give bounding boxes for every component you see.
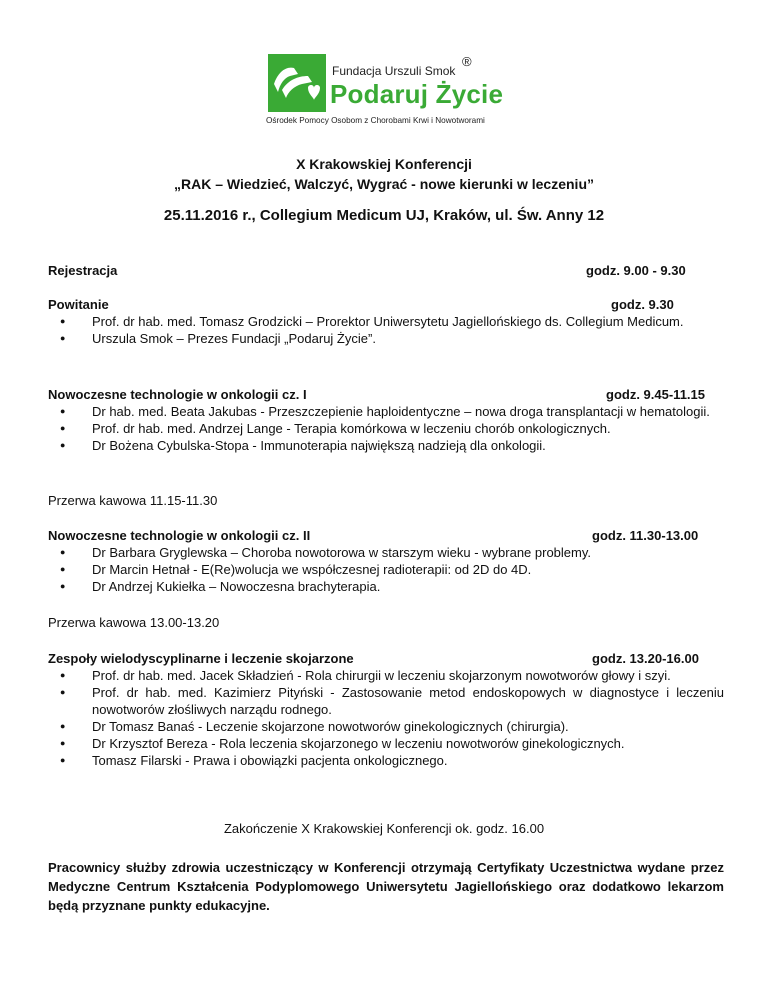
session3-label: Zespoły wielodyscyplinarne i leczenie skojarzone [48,651,354,666]
welcome-list [48,313,724,347]
logo-foundation-name: Fundacja Urszuli Smok [332,64,456,78]
logo-brand-name: Podaruj Życie [330,79,504,109]
welcome-row [48,296,718,313]
list-item: ● Dr hab. med. Beata Jakubas - Przeszczepienie haploidentyczne – nowa droga transplantacji w hematologii. [48,403,724,420]
session2-label: Nowoczesne technologie w onkologii cz. II [48,528,311,543]
list-item: ● Prof. dr hab. med. Andrzej Lange - Terapia komórkowa w leczeniu chorób onkologicznych. [48,420,724,437]
list-item: ● Tomasz Filarski - Prawa i obowiązki pacjenta onkologicznego. [48,752,724,769]
session2-list [48,544,724,595]
registration-row [48,262,718,279]
logo-subtitle: Ośrodek Pomocy Osobom z Chorobami Krwi i Nowotworami [266,116,485,125]
break1-text: Przerwa kawowa 11.15-11.30 [48,493,218,508]
closing-note: Zakończenie X Krakowskiej Konferencji ok. godz. 16.00 [223,821,545,836]
list-item: ● Dr Tomasz Banaś - Leczenie skojarzone nowotworów ginekologicznych (chirurgia). [48,718,724,735]
list-item: ● Dr Marcin Hetnał - E(Re)wolucja we współczesnej radioterapii: od 2D do 4D. [48,561,724,578]
list-item: ● Prof. dr hab. med. Tomasz Grodzicki – Prorektor Uniwersytetu Jagiellońskiego ds. Collegium Medicum. [48,313,724,330]
conference-theme: „RAK – Wiedzieć, Walczyć, Wygrać - nowe kierunki w leczeniu” [174,176,594,192]
list-item: ● Urszula Smok – Prezes Fundacji „Podaruj Życie”. [48,330,724,347]
session3-list [48,667,724,769]
welcome-label: Powitanie [48,297,109,312]
session1-time: godz. 9.45-11.15 [606,387,705,402]
session1-list [48,403,724,454]
session2-time: godz. 11.30-13.00 [592,528,699,543]
session2-row [48,527,718,544]
hands-heart-icon-graphic [268,54,326,112]
registered-mark: ® [462,54,472,69]
list-item: ● Prof. dr hab. med. Jacek Składzień - Rola chirurgii w leczeniu skojarzonym nowotworów głowy i szyi. [48,667,724,684]
certificate-note: Pracownicy służby zdrowia uczestniczący w Konferencji otrzymają Certyfikaty Uczestnictwa wydane przez Medyczne Centrum Kształcenia Podyplomowego Uniwersytetu Jagiellońskiego oraz dodatkowo lekarzom będą przyznane punkty edukacyjne. [48,860,724,913]
registration-label: Rejestracja [48,263,118,278]
list-item: ● Dr Bożena Cybulska-Stopa - Immunoterapia największą nadzieją dla onkologii. [48,437,724,454]
welcome-time: godz. 9.30 [611,297,674,312]
list-item: ● Dr Barbara Gryglewska – Choroba nowotorowa w starszym wieku - wybrane problemy. [48,544,724,561]
hands-heart-icon [268,54,326,112]
break1-row [48,492,718,509]
list-item: ● Dr Krzysztof Bereza - Rola leczenia skojarzonego w leczeniu nowotworów ginekologicznych. [48,735,724,752]
break2-row [48,614,718,631]
foundation-logo [266,54,516,130]
session1-label: Nowoczesne technologie w onkologii cz. I [48,387,307,402]
session3-row [48,650,718,667]
session1-row [48,386,718,403]
conference-date-venue: 25.11.2016 r., Collegium Medicum UJ, Kraków, ul. Św. Anny 12 [163,207,605,224]
list-item: ● Prof. dr hab. med. Kazimierz Pityński - Zastosowanie metod endoskopowych w diagnostyce i leczeniu nowotworów złośliwych narządu rodnego. [48,684,724,718]
break2-text: Przerwa kawowa 13.00-13.20 [48,615,220,630]
list-item: ● Dr Andrzej Kukiełka – Nowoczesna brachyterapia. [48,578,724,595]
conference-title: X Krakowskiej Konferencji [296,156,472,172]
registration-time: godz. 9.00 - 9.30 [586,263,686,278]
session3-time: godz. 13.20-16.00 [592,651,699,666]
